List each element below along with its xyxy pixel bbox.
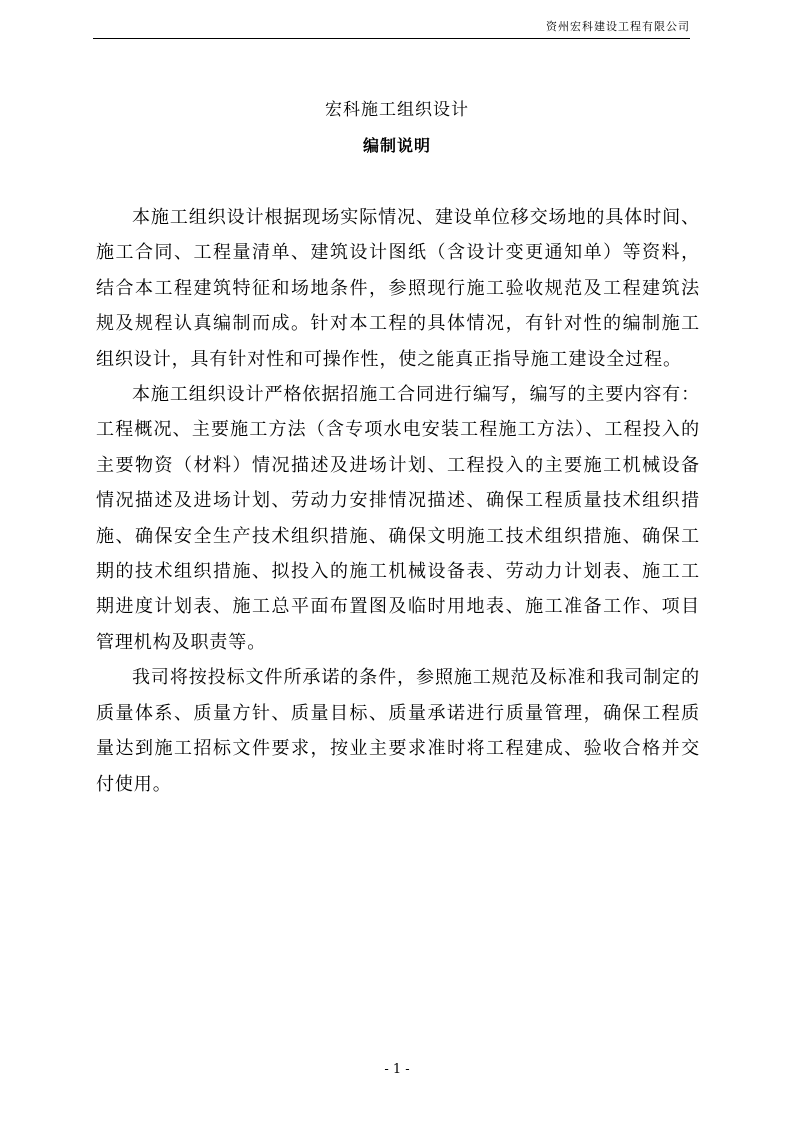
header-divider (93, 38, 690, 39)
section-heading: 编制说明 (362, 136, 431, 155)
document-title: 宏科施工组织设计 (325, 100, 469, 120)
header-company-name: 资州宏科建设工程有限公司 (546, 20, 690, 33)
paragraph-intro: 本施工组织设计根据现场实际情况、建设单位移交场地的具体时间、施工合同、工程量清单、建筑设计图纸（含设计变更通知单）等资料，结合本工程建筑特征和场地条件，参照现行施工验收规范及工程建筑法规及规程认真编制而成。针对本工程的具体情况，有针对性的编制施工组织设计，具有针对性和可操作性，使之能真正指导施工建设全过程。 (96, 207, 700, 370)
document-body (96, 200, 700, 802)
page-number: - 1 - (384, 1062, 410, 1077)
paragraph-commitment: 我司将按投标文件所承诺的条件，参照施工规范及标准和我司制定的质量体系、质量方针、质量目标、质量承诺进行质量管理，确保工程质量达到施工招标文件要求，按业主要求准时将工程建成、验收合格并交付使用。 (96, 667, 700, 795)
paragraph-contents: 本施工组织设计严格依据招施工合同进行编写，编写的主要内容有：工程概况、主要施工方法（含专项水电安装工程施工方法）、工程投入的主要物资（材料）情况描述及进场计划、工程投入的主要施工机械设备情况描述及进场计划、劳动力安排情况描述、确保工程质量技术组织措施、确保安全生产技术组织措施、确保文明施工技术组织措施、确保工期的技术组织措施、拟投入的施工机械设备表、劳动力计划表、施工工期进度计划表、施工总平面布置图及临时用地表、施工准备工作、项目管理机构及职责等。 (96, 384, 700, 653)
